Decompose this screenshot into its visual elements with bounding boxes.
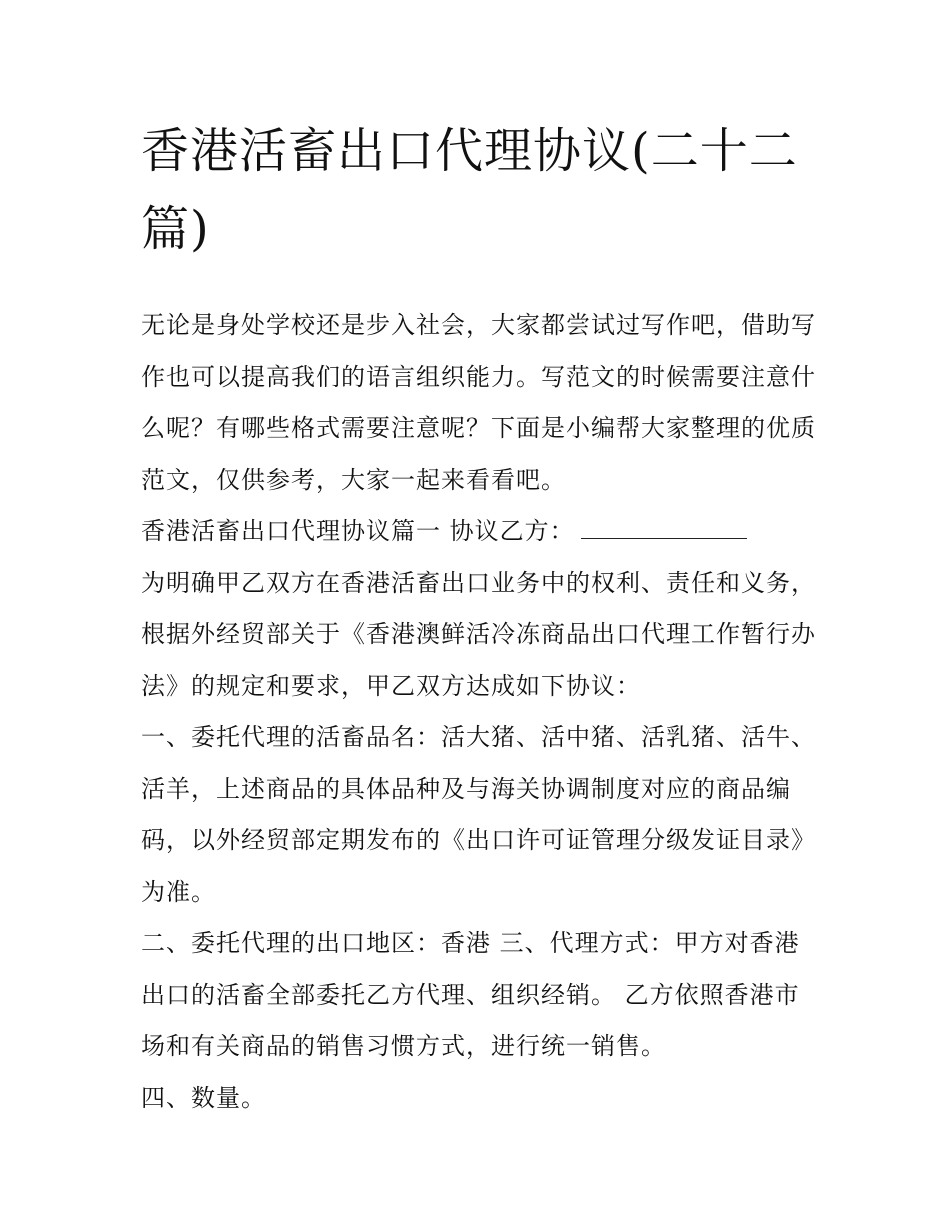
intro-paragraph: 无论是身处学校还是步入社会，大家都尝试过写作吧，借助写作也可以提高我们的语言组织能力。写范文的时候需要注意什么呢？有哪些格式需要注意呢？下面是小编帮大家整理的优质范文，仅供参考，大家一起来看看吧。 (141, 311, 816, 494)
purpose-paragraph: 为明确甲乙双方在香港活畜出口业务中的权利、责任和义务，根据外经贸部关于《香港澳鲜活冷冻商品出口代理工作暂行办法》的规定和要求，甲乙双方达成如下协议： (141, 568, 816, 700)
document-body (141, 300, 821, 1124)
section-heading-line (141, 506, 821, 558)
document-page (141, 112, 821, 1124)
clause-1-paragraph: 一、委托代理的活畜品名：活大猪、活中猪、活乳猪、活牛、活羊，上述商品的具体品种及与海关协调制度对应的商品编码，以外经贸部定期发布的《出口许可证管理分级发证目录》为准。 (141, 723, 816, 906)
document-title: 香港活畜出口代理协议(二十二篇) (141, 123, 798, 257)
section-heading: 香港活畜出口代理协议篇一 协议乙方： (141, 517, 575, 545)
clause-2-3-paragraph: 二、委托代理的出口地区：香港 三、代理方式：甲方对香港出口的活畜全部委托乙方代理、组织经销。 乙方依照香港市场和有关商品的销售习惯方式，进行统一销售。 (141, 929, 800, 1060)
clause-4-paragraph: 四、数量。 (141, 1083, 266, 1112)
party-b-blank-line (581, 510, 747, 539)
